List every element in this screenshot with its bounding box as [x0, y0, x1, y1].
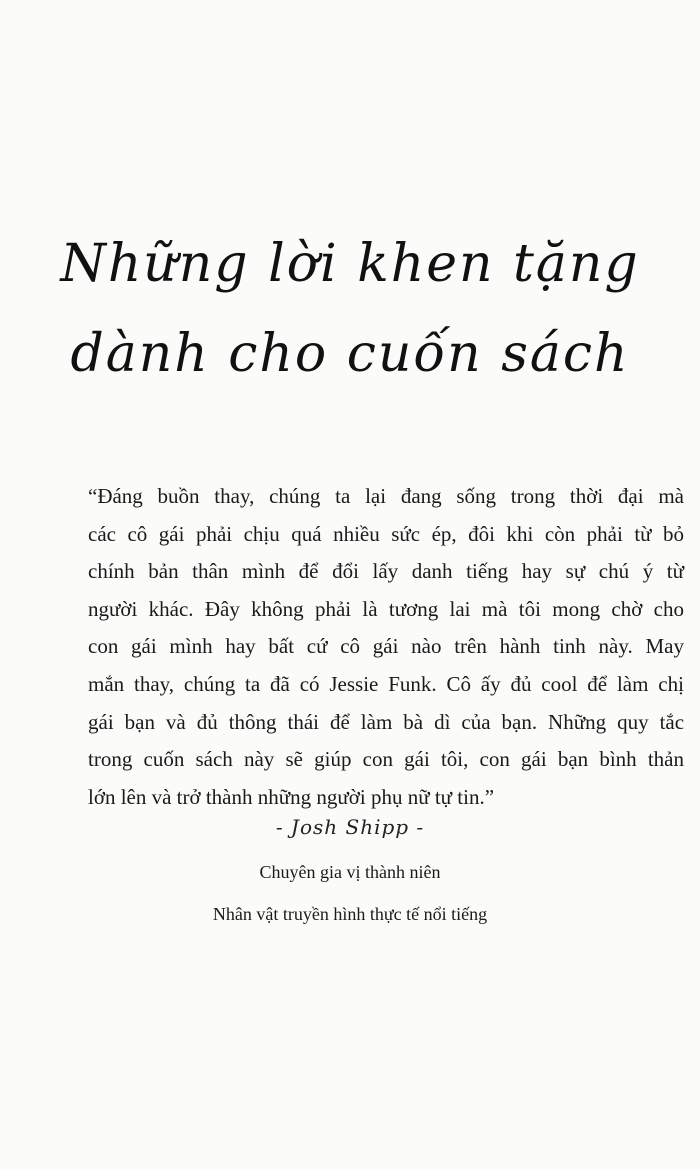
quote-line: chính bản thân mình để đổi lấy danh tiếng hay sự chú ý từ: [88, 559, 685, 584]
page-title-line-1: Những lời khen tặng: [60, 234, 640, 294]
author-role: Chuyên gia vị thành niên: [259, 862, 441, 882]
author-signature: - Josh Shipp -: [275, 815, 425, 839]
quote-line: người khác. Đây không phải là tương lai mà tôi mong chờ cho: [88, 596, 684, 621]
quote-line: con gái mình hay bất cứ cô gái nào trên hành tinh này. May: [88, 634, 684, 659]
testimonial-quote: [88, 478, 684, 816]
author-description: Nhân vật truyền hình thực tế nổi tiếng: [212, 904, 488, 924]
quote-line: gái bạn và đủ thông thái để làm bà dì của bạn. Những quy tắc: [88, 709, 685, 734]
quote-line: mắn thay, chúng ta đã có Jessie Funk. Cô ấy đủ cool để làm chị: [88, 671, 684, 696]
quote-line: các cô gái phải chịu quá nhiều sức ép, đôi khi còn phải từ bỏ: [88, 521, 685, 546]
quote-line: lớn lên và trở thành những người phụ nữ tự tin.”: [88, 784, 495, 809]
quote-line: “Đáng buồn thay, chúng ta lại đang sống trong thời đại mà: [88, 484, 684, 508]
page-title-line-2: dành cho cuốn sách: [70, 324, 630, 384]
quote-line: trong cuốn sách này sẽ giúp con gái tôi, con gái bạn bình thản: [88, 747, 685, 772]
